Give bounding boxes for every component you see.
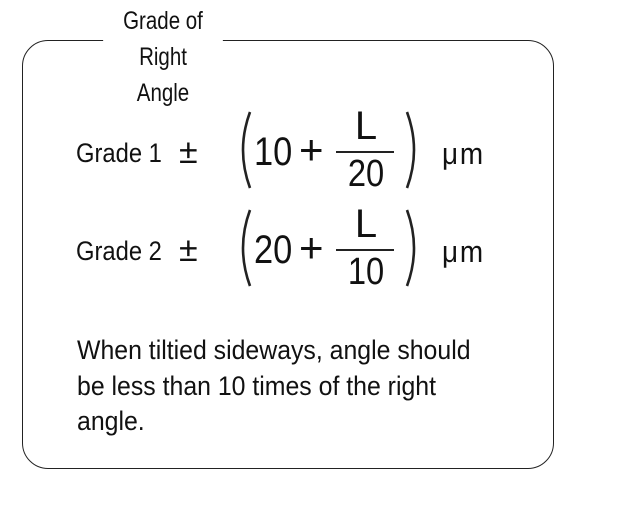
grade-2-unit: μm [442,234,485,269]
grade-2-numerator: L [354,202,378,246]
tilt-note [77,333,509,440]
box-title [103,3,223,111]
plus-sign: + [299,224,324,271]
box-title-line-2: Angle [136,79,190,107]
plus-minus-sign: ± [179,133,198,171]
tilt-note-line-2: be less than 10 times of the right [77,370,437,401]
grade-1-numerator: L [354,104,378,148]
right-paren [403,206,425,290]
grade-1-label: Grade 1 [76,138,162,168]
grade-1-unit: μm [442,136,485,171]
left-paren [232,206,254,290]
grade-2-label: Grade 2 [76,236,162,266]
grade-1-constant: 10 [254,130,293,174]
grade-1-denominator: 20 [347,153,385,195]
left-paren [232,108,254,192]
box-title-line-1: Grade of Right [123,7,203,71]
grade-2-denominator: 10 [347,251,385,293]
plus-sign: + [299,126,324,173]
grade-2-formula [76,202,536,296]
plus-minus-sign: ± [179,231,198,269]
right-paren [403,108,425,192]
grade-2-constant: 20 [254,228,293,272]
tilt-note-line-3: angle. [77,406,145,436]
tilt-note-line-1: When tiltied sideways, angle should [77,335,471,365]
grade-1-formula [76,104,536,198]
